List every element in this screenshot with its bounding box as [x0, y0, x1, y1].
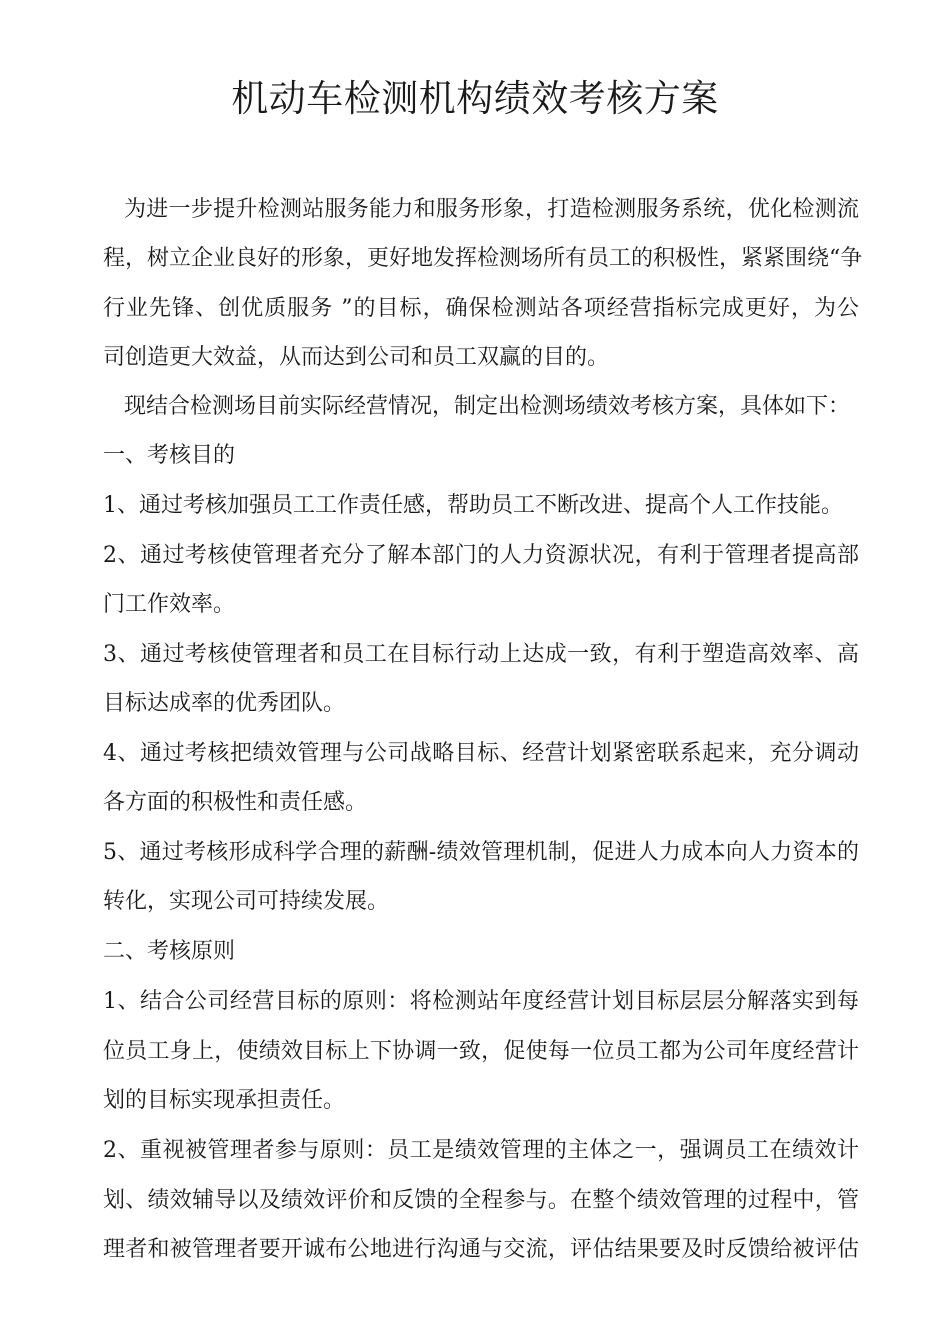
list-item-line: 门工作效率。: [103, 592, 236, 617]
list-item-line: 4、通过考核把绩效管理与公司战略目标、经营计划紧密联系起来，充分调动: [103, 741, 859, 766]
list-item-line: 2、重视被管理者参与原则：员工是绩效管理的主体之一，强调员工在绩效计: [103, 1138, 859, 1163]
paragraph-line: 行业先锋、创优质服务 ”的目标，确保检测站各项经营指标完成更好，为公: [103, 296, 859, 321]
list-item-line: 转化，实现公司可持续发展。: [103, 889, 390, 914]
list-item-line: 理者和被管理者要开诚布公地进行沟通与交流，评估结果要及时反馈给被评估: [103, 1237, 859, 1262]
list-item-line: 1、结合公司经营目标的原则：将检测站年度经营计划目标层层分解落实到每: [103, 989, 859, 1014]
list-item-line: 目标达成率的优秀团队。: [103, 691, 346, 716]
paragraph-line: 司创造更大效益，从而达到公司和员工双赢的目的。: [103, 345, 610, 370]
paragraph-line: 为进一步提升检测站服务能力和服务形象，打造检测服务系统，优化检测流: [124, 197, 859, 222]
list-item-line: 3、通过考核使管理者和员工在目标行动上达成一致，有利于塑造高效率、高: [103, 642, 859, 667]
list-item-line: 划的目标实现承担责任。: [103, 1088, 346, 1113]
list-item-line: 2、通过考核使管理者充分了解本部门的人力资源状况，有利于管理者提高部: [103, 543, 859, 568]
document-title: 机动车检测机构绩效考核方案: [231, 77, 719, 120]
list-item-line: 位员工身上，使绩效目标上下协调一致，促使每一位员工都为公司年度经营计: [103, 1039, 859, 1064]
paragraph-line: 现结合检测场目前实际经营情况，制定出检测场绩效考核方案，具体如下：: [124, 394, 851, 419]
paragraph-line: 程，树立企业良好的形象，更好地发挥检测场所有员工的积极性，紧紧围绕“争: [103, 246, 863, 271]
section-heading: 二、考核原则: [103, 939, 236, 964]
list-item-line: 1、通过考核加强员工工作责任感，帮助员工不断改进、提高个人工作技能。: [103, 493, 843, 518]
list-item-line: 各方面的积极性和责任感。: [103, 790, 368, 815]
list-item-line: 5、通过考核形成科学合理的薪酬-绩效管理机制，促进人力成本向人力资本的: [103, 840, 859, 865]
list-item-line: 划、绩效辅导以及绩效评价和反馈的全程参与。在整个绩效管理的过程中，管: [103, 1188, 859, 1213]
section-heading: 一、考核目的: [103, 443, 236, 468]
